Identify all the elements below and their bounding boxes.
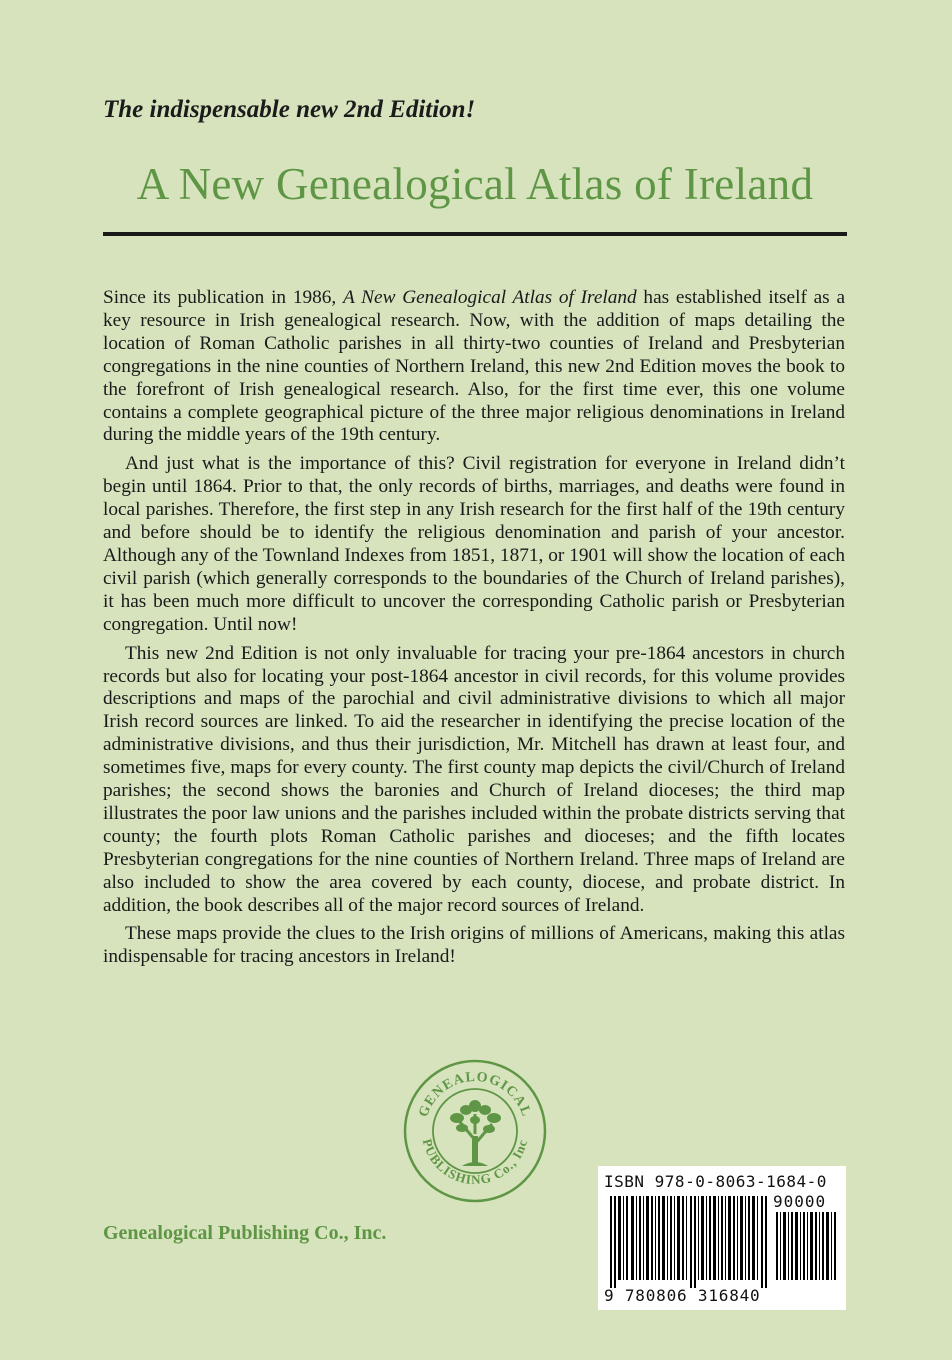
isbn-text: ISBN 978-0-8063-1684-0 [604, 1172, 827, 1191]
title-rule [103, 232, 847, 236]
price-code: 90000 [773, 1192, 827, 1211]
book-title-inline: A New Genealogical Atlas of Ireland [342, 287, 637, 308]
publisher-name: Genealogical Publishing Co., Inc. [103, 1222, 387, 1244]
description-body [103, 287, 845, 975]
paragraph-3: This new 2nd Edition is not only invaluable for tracing your pre-1864 ancestors in church records but also for locating your post-1864 ancestor in civil records, for this volume provides descriptions and maps of the parochial and civil administrative divisions to which all major Irish record sources are linked. To aid the researcher in identifying the precise location of the administrative divisions, and thus their jurisdiction, Mr. Mitchell has drawn at least four, and sometimes five, maps for every county. The first county map depicts the civil/Church of Ireland parishes; the second shows the baronies and Church of Ireland dioceses; the third map illustrates the poor law unions and the parishes included within the probate districts serving that county; the fourth plots Roman Catholic parishes and dioceses; and the fifth locates Presbyterian congregations for the nine counties of Northern Ireland. Three maps of Ireland are also included to show the area covered by each county, diocese, and probate district. In addition, the book describes all of the major record sources of Ireland. [103, 642, 845, 916]
tree-icon [402, 1058, 548, 1204]
tagline: The indispensable new 2nd Edition! [103, 96, 476, 123]
paragraph-4: These maps provide the clues to the Irish origins of millions of Americans, making this atlas indispensable for tracing ancestors in Ireland! [103, 923, 845, 968]
page-title: A New Genealogical Atlas of Ireland [136, 159, 814, 209]
logo-top-text: GENEALOGICAL [416, 1069, 534, 1120]
paragraph-1-lead: Since its publication in 1986, [103, 287, 343, 308]
logo-bottom-text: PUBLISHING Co., Inc [419, 1137, 531, 1188]
isbn-barcode [598, 1166, 846, 1310]
paragraph-1-rest: has established itself as a key resource in Irish genealogical research. Now, with the addition of maps detailing the location of Roman Catholic parishes in all thirty-two counties of Ireland and Presbyterian congregations in the nine counties of Northern Ireland, this new 2nd Edition moves the book to the forefront of Irish genealogical research. Also, for the first time ever, this one volume contains a complete geographical picture of the three major religious denominations in Ireland during the middle years of the 19th century. [103, 287, 845, 446]
paragraph-2: And just what is the importance of this? Civil registration for everyone in Ireland didn’t begin until 1864. Prior to that, the only records of births, marriages, and deaths were found in local parishes. Therefore, the first step in any Irish research for the first half of the 19th century and before should be to identify the religious denomination and parish of your ancestor. Although any of the Townland Indexes from 1851, 1871, or 1901 will show the location of each civil parish (which generally corresponds to the boundaries of the Church of Ireland parishes), it has been much more difficult to uncover the corresponding Catholic parish or Presbyterian congregation. Until now! [103, 453, 845, 635]
paragraph-1 [103, 287, 845, 447]
publisher-logo [402, 1058, 548, 1204]
ean-digits: 9 780806 316840 [604, 1286, 761, 1305]
